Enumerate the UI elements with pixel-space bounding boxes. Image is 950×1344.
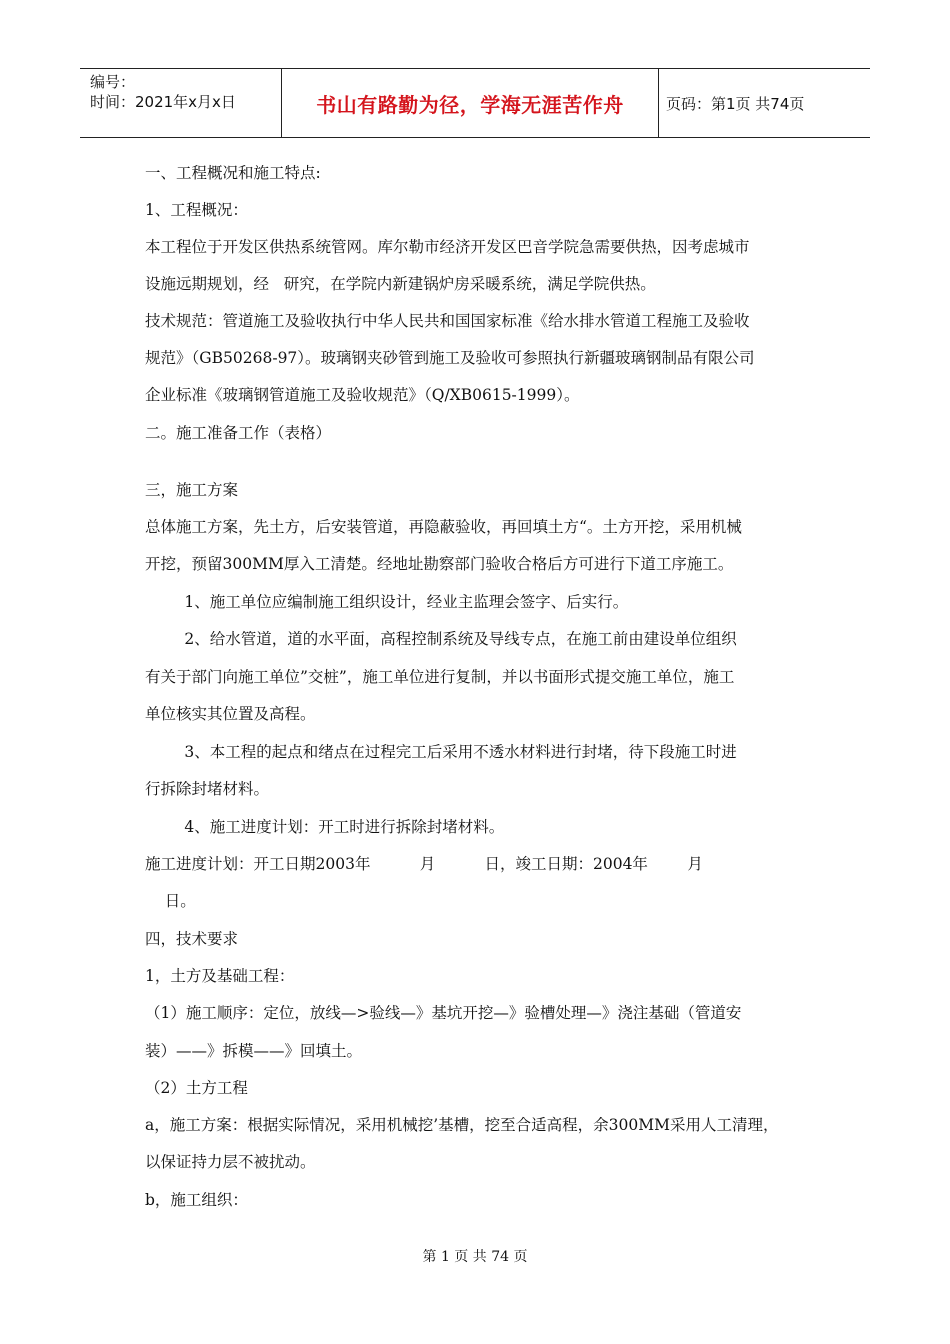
body-line: 施工进度计划：开工日期2003年 月 日，竣工日期：2004年 月	[145, 855, 703, 873]
body-line: 企业标准《玻璃钢管道施工及验收规范》（Q/XB0615-1999）。	[145, 386, 580, 404]
page-footer: 第 1 页 共 74 页	[422, 1249, 528, 1265]
doc-number-label: 编号：	[90, 73, 136, 91]
body-line: 单位核实其位置及高程。	[145, 705, 316, 723]
header-meta	[80, 69, 280, 137]
page-header	[80, 68, 870, 138]
section-heading: 二。施工准备工作（表格）	[145, 424, 332, 442]
body-line: 技术规范：管道施工及验收执行中华人民共和国国家标准《给水排水管道工程施工及验收	[145, 312, 750, 330]
body-line: 本工程位于开发区供热系统管网。库尔勒市经济开发区巴音学院急需要供热，因考虑城市	[145, 238, 750, 256]
header-motto-cell	[281, 69, 659, 137]
doc-time-label: 时间：2021年x月x日	[90, 93, 236, 111]
body-line: 规范》（GB50268-97）。玻璃钢夹砂管到施工及验收可参照执行新疆玻璃钢制品有限公司	[145, 349, 755, 367]
section-heading: 三，施工方案	[145, 481, 239, 499]
body-line: 以保证持力层不被扰动。	[145, 1153, 316, 1171]
body-line: b，施工组织：	[145, 1191, 248, 1209]
body-line: 1，土方及基础工程：	[145, 967, 295, 985]
header-page-cell	[658, 69, 870, 137]
header-page-info: 页码：第1页 共74页	[666, 94, 805, 113]
body-line: 2、给水管道，道的水平面，高程控制系统及导线专点，在施工前由建设单位组织	[145, 630, 737, 648]
body-line: 设施远期规划，经 研究，在学院内新建锅炉房采暖系统，满足学院供热。	[145, 275, 656, 293]
body-line: 4、施工进度计划：开工时进行拆除封堵材料。	[145, 818, 505, 836]
body-line: 1、工程概况：	[145, 201, 248, 219]
body-line: a，施工方案：根据实际情况，采用机械挖’基槽，挖至合适高程，余300MM采用人工清理，	[145, 1116, 779, 1134]
body-line: 开挖，预留300MM厚入工清楚。经地址勘察部门验收合格后方可进行下道工序施工。	[145, 555, 734, 573]
body-line: 一、工程概况和施工特点:	[145, 164, 321, 182]
body-line: 装）——》拆模——》回填土。	[145, 1042, 363, 1060]
header-motto: 书山有路勤为径，学海无涯苦作舟	[316, 92, 624, 117]
body-line: 日。	[145, 892, 196, 910]
body-line: 有关于部门向施工单位”交桩”，施工单位进行复制，并以书面形式提交施工单位，施工	[145, 668, 735, 686]
body-line: 总体施工方案，先土方，后安装管道，再隐蔽验收，再回填土方“。土方开挖，采用机械	[145, 518, 742, 536]
body-line: 1、施工单位应编制施工组织设计，经业主监理会签字、后实行。	[145, 593, 629, 611]
body-line: 行拆除封堵材料。	[145, 780, 270, 798]
body-line: （2）土方工程	[145, 1079, 248, 1097]
section-heading: 四，技术要求	[145, 930, 239, 948]
body-line: 3、本工程的起点和绪点在过程完工后采用不透水材料进行封堵，待下段施工时进	[145, 743, 737, 761]
body-line: （1）施工顺序：定位，放线—>验线—》基坑开挖—》验槽处理—》浇注基础（管道安	[145, 1004, 742, 1022]
